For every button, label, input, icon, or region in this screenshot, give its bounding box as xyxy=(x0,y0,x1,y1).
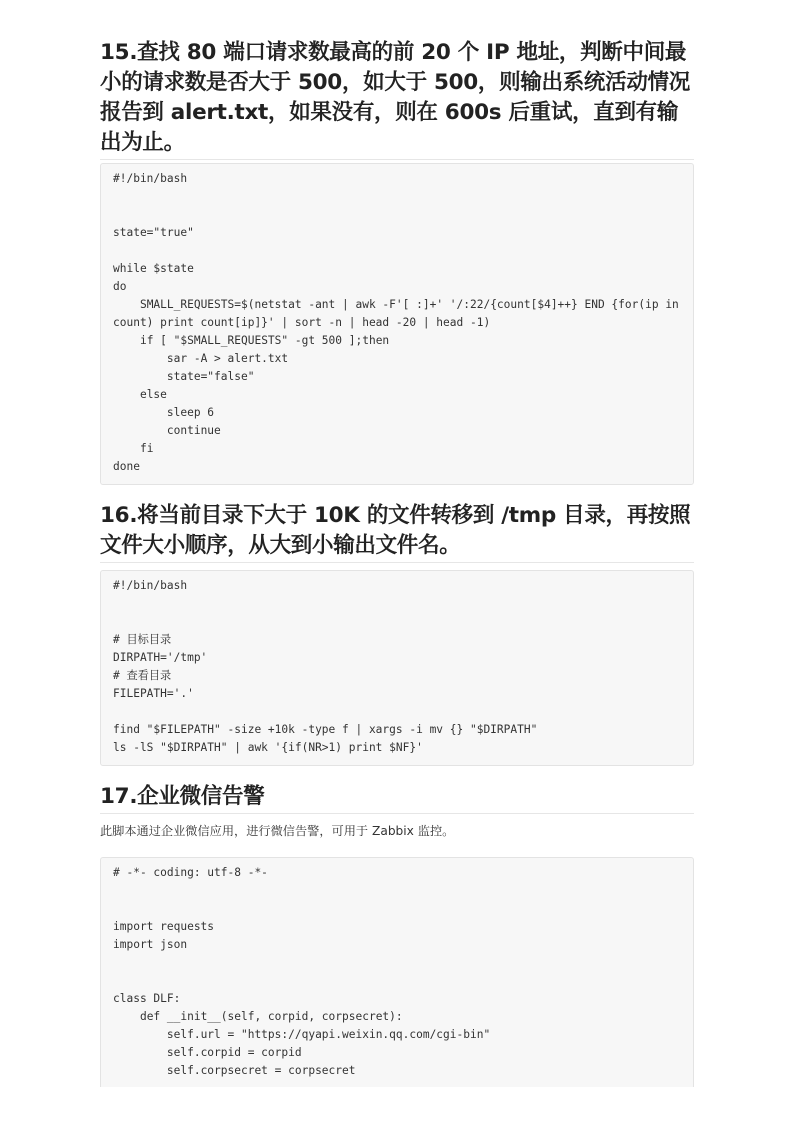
section-17-paragraph: 此脚本通过企业微信应用，进行微信告警，可用于 Zabbix 监控。 xyxy=(100,824,455,838)
section-16-heading: 16.将当前目录下大于 10K 的文件转移到 /tmp 目录，再按照文件大小顺序，从大到小输出文件名。 xyxy=(100,501,694,563)
section-16-code-block[interactable]: #!/bin/bash # 目标目录 DIRPATH='/tmp' # 查看目录 FILEPATH='.' find "$FILEPATH" -size +10k -type f | xargs -i mv {} "$DIRPATH" ls -lS "$DIRPATH" | awk '{if(NR>1) print $NF}' xyxy=(100,570,694,766)
section-15-heading: 15.查找 80 端口请求数最高的前 20 个 IP 地址，判断中间最小的请求数是否大于 500，如大于 500，则输出系统活动情况报告到 alert.txt，如果没有，则在 600s 后重试，直到有输出为止。 xyxy=(100,38,694,160)
section-17-code-block[interactable]: # -*- coding: utf-8 -*- import requests import json class DLF: def __init__(self, corpid, corpsecret): self.url = "https://qyapi.weixin.qq.com/cgi-bin" self.corpid = corpid self.corpsecret = corpsecret xyxy=(100,857,694,1087)
section-15-code-block[interactable]: #!/bin/bash state="true" while $state do SMALL_REQUESTS=$(netstat -ant | awk -F'[ :]+' '/:22/{count[$4]++} END {for(ip in count) print count[ip]}' | sort -n | head -20 | head -1) if [ "$SMALL_REQUESTS" -gt 500 ];then sar -A > alert.txt state="false" else sleep 6 continue fi done xyxy=(100,163,694,485)
section-17-heading: 17.企业微信告警 xyxy=(100,782,694,814)
